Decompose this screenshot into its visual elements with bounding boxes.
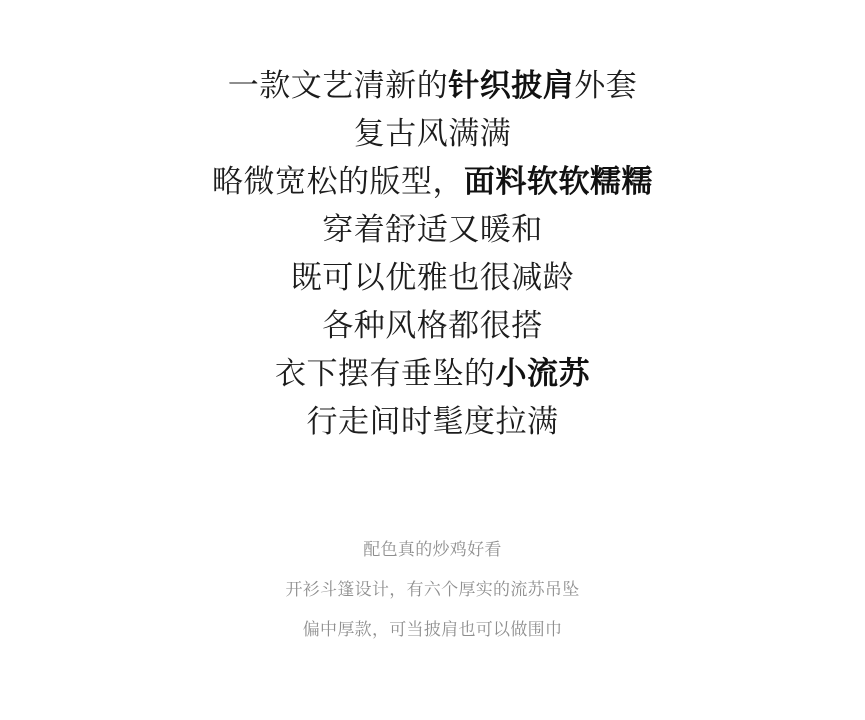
main-line-7-part-1: 衣下摆有垂坠的 — [275, 356, 496, 391]
sub-line-1: 配色真的炒鸡好看 — [363, 540, 502, 559]
main-line-4-part-1: 穿着舒适又暖和 — [322, 212, 543, 247]
main-line-2 — [354, 110, 512, 158]
sub-line-3: 偏中厚款，可当披肩也可以做围巾 — [302, 620, 563, 639]
main-line-8-part-1: 行走间时髦度拉满 — [306, 404, 559, 439]
main-line-7 — [275, 350, 590, 398]
main-line-8 — [307, 398, 559, 446]
main-line-3-part-2: 面料软软糯糯 — [464, 164, 653, 199]
main-line-4 — [322, 206, 543, 254]
main-description-block — [0, 62, 865, 446]
main-line-3 — [212, 158, 653, 206]
main-line-1 — [228, 62, 638, 110]
main-line-5 — [291, 254, 575, 302]
sub-description-block — [0, 530, 865, 650]
main-line-6-part-1: 各种风格都很搭 — [322, 308, 543, 343]
main-line-1-part-1: 一款文艺清新的 — [227, 68, 449, 103]
sub-line-2: 开衫斗篷设计，有六个厚实的流苏吊坠 — [285, 580, 580, 599]
main-line-1-part-2: 针织披肩 — [448, 68, 575, 103]
main-line-5-part-1: 既可以优雅也很减龄 — [290, 260, 575, 295]
main-line-7-part-2: 小流苏 — [495, 356, 590, 391]
main-line-1-part-3: 外套 — [574, 68, 638, 103]
main-line-2-part-1: 复古风满满 — [353, 116, 512, 151]
main-line-3-part-1: 略微宽松的版型， — [212, 164, 464, 199]
main-line-6 — [322, 302, 543, 350]
